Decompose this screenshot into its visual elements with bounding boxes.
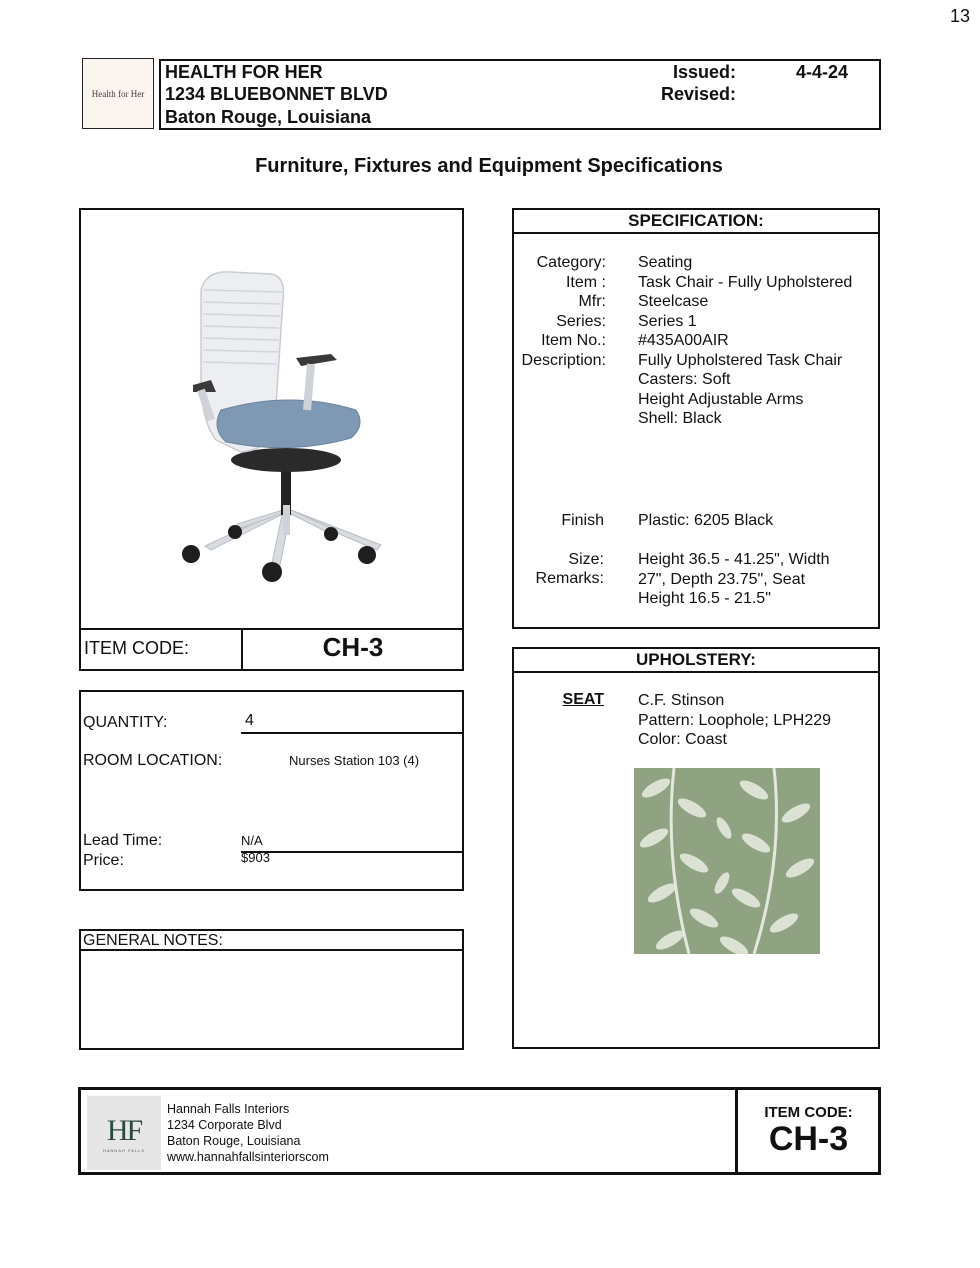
project-header: [159, 59, 881, 130]
spec-row: Mfr: Steelcase: [578, 293, 709, 310]
footer-item-code-value: CH-3: [768, 1120, 849, 1158]
client-logo-text: Health for Her: [91, 88, 145, 99]
client-address: 1234 BLUEBONNET BLVD: [165, 84, 388, 104]
designer-company: Hannah Falls Interiors: [167, 1102, 290, 1116]
task-chair-image: [171, 260, 401, 590]
item-code-value: CH-3: [322, 632, 384, 662]
size-line: Height 36.5 - 41.25", Width: [638, 551, 830, 568]
upholstery-line: C.F. Stinson: [638, 692, 725, 709]
revised-label: Revised:: [660, 84, 736, 104]
size-line: 27", Depth 23.75", Seat: [638, 570, 806, 588]
issued-label: Issued:: [672, 62, 736, 82]
designer-address: 1234 Corporate Blvd: [167, 1118, 282, 1132]
finish-label: Finish: [561, 512, 604, 529]
upholstery-panel: [512, 647, 880, 1049]
item-code-label: ITEM CODE:: [84, 638, 190, 658]
spec-row: Casters: Soft: [638, 371, 731, 388]
designer-city: Baton Rouge, Louisiana: [167, 1134, 301, 1148]
footer-panel: [78, 1087, 881, 1175]
size-line: Height 16.5 - 21.5": [638, 590, 771, 607]
general-notes-heading: GENERAL NOTES:: [83, 932, 223, 949]
designer-contact: [167, 1101, 329, 1165]
spec-row: Category: Seating: [536, 254, 693, 271]
size-label: Size:: [568, 551, 604, 568]
seat-label: SEAT: [562, 691, 604, 708]
quantity-label: QUANTITY:: [83, 714, 168, 731]
client-name: HEALTH FOR HER: [165, 62, 323, 82]
specification-panel: [512, 208, 880, 629]
designer-logo-monogram: HF: [106, 1113, 142, 1147]
spec-row: Item : Task Chair - Fully Upholstered: [565, 273, 853, 291]
spec-rows: [514, 253, 852, 429]
upholstery-line: Color: Coast: [638, 731, 727, 748]
size-remarks-value: [638, 550, 830, 609]
product-image-panel: [79, 208, 464, 671]
spec-row: Series: Series 1: [556, 312, 697, 330]
price-value: $903: [241, 850, 270, 865]
designer-website: www.hannahfallsinteriorscom: [167, 1150, 329, 1164]
remarks-label: Remarks:: [535, 570, 604, 587]
spec-row: Item No.: #435A00AIR: [541, 332, 729, 349]
issued-date: 4-4-24: [796, 62, 849, 82]
footer-item-code-label: ITEM CODE:: [764, 1104, 853, 1121]
spec-row: Height Adjustable Arms: [638, 390, 804, 408]
specification-heading: SPECIFICATION:: [628, 211, 764, 230]
client-logo: [82, 58, 154, 129]
lead-time-value: N/A: [241, 833, 263, 848]
designer-logo: [87, 1096, 161, 1170]
designer-logo-subtext: HANNAH FALLS: [102, 1147, 145, 1153]
page-title: Furniture, Fixtures and Equipment Specifications: [255, 155, 723, 177]
general-notes-panel: [79, 929, 464, 1050]
spec-row: Shell: Black: [638, 410, 722, 427]
finish-value: Plastic: 6205 Black: [638, 512, 774, 529]
room-location-value: Nurses Station 103 (4): [289, 753, 420, 768]
quantity-value: 4: [245, 712, 254, 729]
lead-time-label: Lead Time:: [83, 832, 163, 849]
upholstery-heading: UPHOLSTERY:: [636, 650, 756, 669]
order-info-panel: [79, 690, 464, 891]
price-label: Price:: [83, 852, 124, 869]
client-city: Baton Rouge, Louisiana: [165, 107, 372, 127]
room-location-label: ROOM LOCATION:: [83, 752, 223, 769]
upholstery-line: Pattern: Loophole; LPH229: [638, 711, 832, 729]
spec-row: Description: Fully Upholstered Task Chair: [521, 351, 843, 369]
page-number: 13: [949, 6, 970, 26]
upholstery-details: [638, 691, 831, 750]
fabric-swatch-image: [634, 768, 820, 954]
